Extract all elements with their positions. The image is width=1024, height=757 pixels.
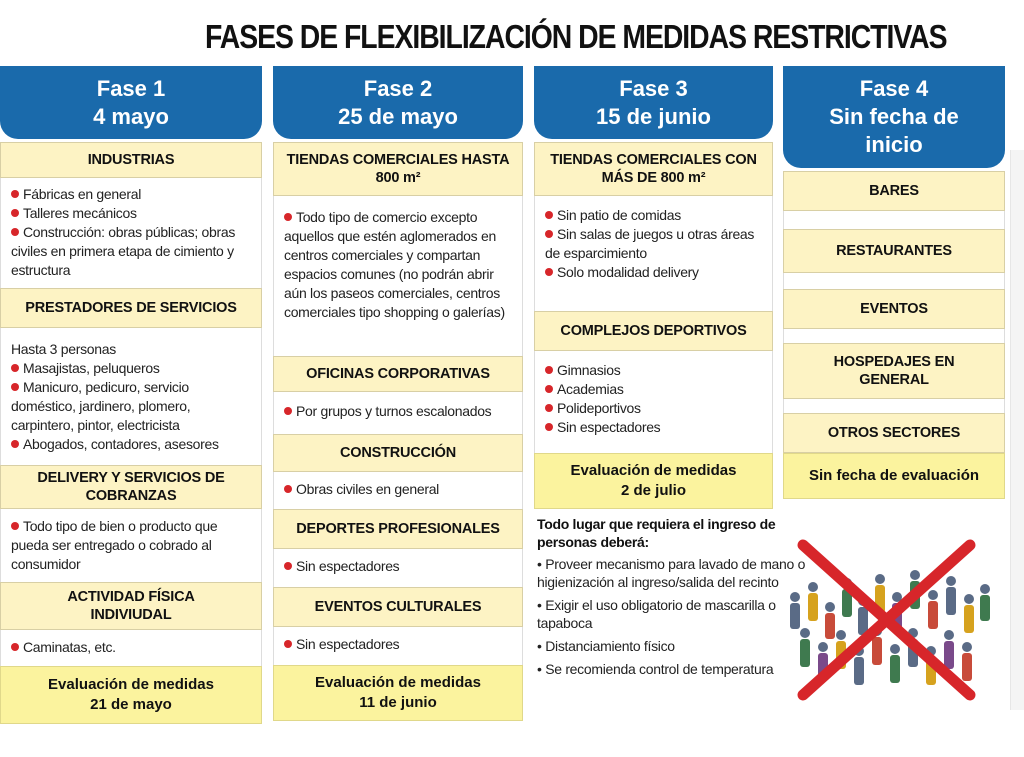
section-title: INDUSTRIAS	[87, 152, 175, 168]
fase-3-evaluation	[534, 453, 773, 509]
sector-hospedajes	[783, 343, 1005, 399]
section-head-deportes	[273, 509, 523, 549]
fase-4-date: Sin fecha de	[829, 104, 959, 129]
evaluation-label: Evaluación de medidas	[315, 674, 481, 691]
list-item: Obras civiles en general	[284, 480, 512, 499]
section-title: OFICINAS CORPORATIVAS	[306, 366, 490, 382]
section-title: OTROS SECTORES	[827, 425, 961, 441]
list-item: Sin espectadores	[545, 418, 762, 437]
fase-2-header	[273, 66, 523, 139]
list-item: • Proveer mecanismo para lavado de mano o higienización al ingreso/salida del recinto	[537, 555, 807, 591]
list-item: Fábricas en general	[11, 185, 251, 204]
list-item: Polideportivos	[545, 399, 762, 418]
section-title: EVENTOS	[860, 301, 928, 317]
section-body-delivery	[0, 509, 262, 582]
section-title: DEPORTES PROFESIONALES	[296, 521, 500, 537]
fase-3-date: 15 de junio	[596, 103, 711, 129]
section-title: CONSTRUCCIÓN	[339, 445, 456, 461]
sector-bares	[783, 171, 1005, 211]
spacer	[783, 329, 1005, 343]
list-item: Abogados, contadores, asesores	[11, 435, 251, 454]
list-item: Masajistas, peluqueros	[11, 359, 251, 378]
sector-restaurantes	[783, 229, 1005, 273]
fase-2-date: 25 de mayo	[338, 103, 458, 129]
list-item: Todo tipo de comercio excepto aquellos que estén aglomerados en centros comerciales y compartan espacios comunes (no podrán abrir aún los paseos comerciales, centros comerciales tipo shopping o galerías)	[284, 208, 512, 322]
list-item: • Distanciamiento físico	[537, 637, 807, 655]
section-head-complejos	[534, 311, 773, 351]
fase-2-evaluation	[273, 665, 523, 721]
section-title: EVENTOS CULTURALES	[314, 599, 482, 615]
list-item: Sin espectadores	[284, 557, 512, 576]
section-title: TIENDAS COMERCIALES HASTA	[286, 152, 510, 168]
requirements-heading: Todo lugar que requiera el ingreso de personas deberá:	[537, 516, 776, 550]
fase-1-title: Fase 1	[96, 75, 166, 101]
fase-1-column	[0, 66, 262, 724]
list-item: Talleres mecánicos	[11, 204, 251, 223]
list-item: Academias	[545, 380, 762, 399]
section-title: RESTAURANTES	[836, 243, 952, 259]
fase-3-header	[534, 66, 773, 139]
evaluation-label: Evaluación de medidas	[570, 462, 737, 479]
spacer	[783, 399, 1005, 413]
section-head-tiendas-grandes	[534, 142, 773, 196]
fase-3-title: Fase 3	[619, 75, 688, 101]
spacer	[783, 211, 1005, 229]
spacer	[783, 273, 1005, 289]
fase-4-date-line2: inicio	[865, 132, 923, 157]
fase-2-title: Fase 2	[363, 75, 433, 101]
crowd-crossed-illustration	[765, 535, 1000, 705]
section-body-oficinas	[273, 392, 523, 434]
section-body-actividad	[0, 630, 262, 666]
section-title: GENERAL	[859, 372, 929, 388]
list-item: Manicuro, pedicuro, servicio doméstico, jardinero, plomero, carpintero, pintor, electricista	[11, 378, 251, 435]
section-title: TIENDAS COMERCIALES CON	[550, 152, 757, 168]
list-item: Hasta 3 personas	[11, 341, 116, 357]
fase-4-header	[783, 66, 1005, 168]
fase-1-header	[0, 66, 262, 139]
section-body-complejos	[534, 351, 773, 453]
section-body-deportes	[273, 549, 523, 587]
section-body-tiendas	[273, 196, 523, 356]
list-item: Todo tipo de bien o producto que pueda ser entregado o cobrado al consumidor	[11, 517, 251, 574]
evaluation-label: Evaluación de medidas	[48, 676, 214, 693]
section-head-eventos-culturales	[273, 587, 523, 627]
section-title: COMPLEJOS DEPORTIVOS	[560, 323, 747, 339]
section-title: 800 m²	[375, 170, 421, 186]
section-head-oficinas	[273, 356, 523, 392]
evaluation-date: 11 de junio	[359, 694, 437, 711]
list-item: Solo modalidad delivery	[545, 263, 762, 282]
section-head-tiendas	[273, 142, 523, 196]
list-item: Por grupos y turnos escalonados	[284, 402, 512, 421]
list-item: Sin espectadores	[284, 635, 512, 654]
section-title: HOSPEDAJES EN	[833, 354, 955, 370]
section-title: DELIVERY Y SERVICIOS DE	[37, 470, 225, 486]
section-body-tiendas-grandes	[534, 196, 773, 311]
section-head-prestadores	[0, 288, 262, 328]
section-title: BARES	[869, 183, 919, 199]
fase-1-date: 4 mayo	[93, 103, 169, 129]
section-head-construccion	[273, 434, 523, 472]
section-body-eventos-culturales	[273, 627, 523, 665]
page-edge-strip	[1010, 150, 1024, 710]
sector-otros	[783, 413, 1005, 453]
fase-3-column	[534, 66, 773, 509]
fase-1-evaluation	[0, 666, 262, 724]
fase-4-column	[783, 66, 1005, 499]
section-body-construccion	[273, 472, 523, 509]
evaluation-date: 2 de julio	[620, 482, 686, 499]
evaluation-label: Sin fecha de evaluación	[808, 467, 980, 484]
fase-2-column	[273, 66, 523, 721]
list-item: Construcción: obras públicas; obras civiles en primera etapa de cimiento y estructura	[11, 223, 251, 280]
list-item: Gimnasios	[545, 361, 762, 380]
section-body-industrias	[0, 178, 262, 288]
section-head-actividad	[0, 582, 262, 630]
section-title: ACTIVIDAD FÍSICA	[67, 589, 195, 605]
section-body-prestadores	[0, 328, 262, 465]
section-title: MÁS DE 800 m²	[601, 170, 706, 186]
sector-eventos	[783, 289, 1005, 329]
page-title: FASES DE FLEXIBILIZACIÓN DE MEDIDAS RESTRICTIVAS	[205, 18, 947, 55]
fase-4-evaluation	[783, 453, 1005, 499]
list-item: • Exigir el uso obligatorio de mascarilla o tapaboca	[537, 596, 807, 632]
section-title: COBRANZAS	[85, 488, 177, 504]
section-head-industrias	[0, 142, 262, 178]
section-title: PRESTADORES DE SERVICIOS	[25, 300, 237, 316]
list-item: Caminatas, etc.	[11, 638, 251, 657]
evaluation-date: 21 de mayo	[90, 696, 172, 713]
section-head-delivery	[0, 465, 262, 509]
list-item: Sin salas de juegos u otras áreas de esparcimiento	[545, 225, 762, 263]
list-item: Sin patio de comidas	[545, 206, 762, 225]
section-title: INDIVIUDAL	[90, 607, 172, 623]
fase-4-title: Fase 4	[859, 76, 929, 101]
list-item: • Se recomienda control de temperatura	[537, 660, 807, 678]
